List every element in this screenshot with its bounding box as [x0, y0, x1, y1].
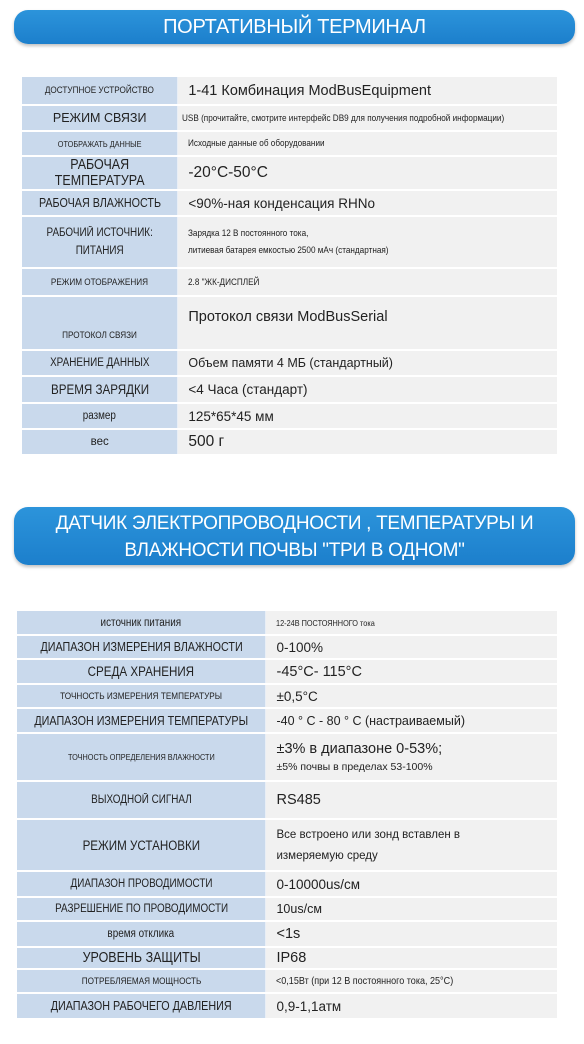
- spec-value: 1-41 Комбинация ModBusEquipment: [178, 77, 557, 104]
- table-row: [22, 430, 557, 454]
- section-title: ПОРТАТИВНЫЙ ТЕРМИНАЛ: [163, 16, 426, 38]
- spec-value: <4 Часа (стандарт): [178, 377, 557, 402]
- spec-label: источник питания: [17, 611, 266, 634]
- spec-label: ВРЕМЯ ЗАРЯДКИ: [22, 377, 178, 402]
- spec-label: РАБОЧАЯ ВЛАЖНОСТЬ: [22, 191, 178, 215]
- table-row: [22, 377, 557, 402]
- table-row: [17, 922, 557, 946]
- spec-value: Все встроено или зонд вставлен в измеряемую среду: [266, 820, 557, 870]
- spec-label: СРЕДА ХРАНЕНИЯ: [17, 660, 266, 683]
- table-row: [22, 297, 557, 349]
- spec-value: 500 г: [178, 430, 557, 454]
- table-row: [17, 709, 557, 732]
- spec-value: Протокол связи ModBusSerial: [178, 297, 557, 349]
- spec-value: 2.8 "ЖК-ДИСПЛЕЙ: [178, 269, 557, 295]
- spec-label: РАБОЧИЙ ИСТОЧНИК: ПИТАНИЯ: [22, 217, 178, 267]
- table-row: [17, 685, 557, 707]
- table-row: [17, 970, 557, 992]
- spec-value: <0,15Вт (при 12 В постоянного тока, 25°C): [266, 970, 557, 992]
- spec-label: ДОСТУПНОЕ УСТРОЙСТВО: [22, 77, 178, 104]
- spec-value: 0,9-1,1атм: [266, 994, 557, 1018]
- table-row: [17, 994, 557, 1018]
- table-row: [22, 191, 557, 215]
- spec-label: ДИАПАЗОН ИЗМЕРЕНИЯ ТЕМПЕРАТУРЫ: [17, 709, 266, 732]
- table-row: [22, 351, 557, 375]
- spec-value: Объем памяти 4 МБ (стандартный): [178, 351, 557, 375]
- table-row: [22, 404, 557, 428]
- spec-label: ХРАНЕНИЕ ДАННЫХ: [22, 351, 178, 375]
- table-row: [22, 132, 557, 155]
- table-row: [22, 217, 557, 267]
- spec-value: 12-24В ПОСТОЯННОГО тока: [266, 611, 557, 634]
- table-row: [17, 782, 557, 818]
- table-row: [17, 734, 557, 780]
- spec-label: УРОВЕНЬ ЗАЩИТЫ: [17, 948, 266, 968]
- spec-label: РАЗРЕШЕНИЕ ПО ПРОВОДИМОСТИ: [17, 898, 266, 920]
- spec-label: ДИАПАЗОН ПРОВОДИМОСТИ: [17, 872, 266, 896]
- soil-sensor-banner: [14, 507, 575, 565]
- table-row: [22, 106, 557, 130]
- table-row: [17, 872, 557, 896]
- spec-label: ДИАПАЗОН ИЗМЕРЕНИЯ ВЛАЖНОСТИ: [17, 636, 266, 658]
- spec-label: ДИАПАЗОН РАБОЧЕГО ДАВЛЕНИЯ: [17, 994, 266, 1018]
- spec-value: IP68: [266, 948, 557, 968]
- spec-value: -20°C-50°C: [178, 157, 557, 189]
- spec-value: -40 ° C - 80 ° C (настраиваемый): [266, 709, 557, 732]
- portable-terminal-banner: [14, 10, 575, 44]
- spec-value: RS485: [266, 782, 557, 818]
- spec-label: время отклика: [17, 922, 266, 946]
- spec-label: РЕЖИМ УСТАНОВКИ: [17, 820, 266, 870]
- spec-label: ТОЧНОСТЬ ОПРЕДЕЛЕНИЯ ВЛАЖНОСТИ: [17, 734, 266, 780]
- table-row: [17, 636, 557, 658]
- spec-label: ОТОБРАЖАТЬ ДАННЫЕ: [22, 132, 178, 155]
- spec-label: размер: [22, 404, 178, 428]
- spec-value: <1s: [266, 922, 557, 946]
- spec-value: -45°C- 115°C: [266, 660, 557, 683]
- spec-value: 0-10000us/см: [266, 872, 557, 896]
- table-row: [22, 157, 557, 189]
- table-row: [17, 898, 557, 920]
- spec-value: 0-100%: [266, 636, 557, 658]
- spec-label: ТОЧНОСТЬ ИЗМЕРЕНИЯ ТЕМПЕРАТУРЫ: [17, 685, 266, 707]
- table-row: [22, 269, 557, 295]
- spec-label: вес: [22, 430, 178, 454]
- spec-label: РАБОЧАЯ ТЕМПЕРАТУРА: [22, 157, 178, 189]
- spec-value: 10us/см: [266, 898, 557, 920]
- sensor-spec-table: [17, 609, 557, 1020]
- spec-label: ВЫХОДНОЙ СИГНАЛ: [17, 782, 266, 818]
- spec-value: ±3% в диапазоне 0-53%; ±5% почвы в пределах 53-100%: [266, 734, 557, 780]
- spec-value: USB (прочитайте, смотрите интерфейс DB9 для получения подробной информации): [178, 106, 557, 130]
- spec-label: ПОТРЕБЛЯЕМАЯ МОЩНОСТЬ: [17, 970, 266, 992]
- table-row: [17, 660, 557, 683]
- spec-value: <90%-ная конденсация RHNo: [178, 191, 557, 215]
- spec-value: Исходные данные об оборудовании: [178, 132, 557, 155]
- section-title-line2: ВЛАЖНОСТИ ПОЧВЫ "ТРИ В ОДНОМ": [124, 540, 465, 561]
- spec-value: Зарядка 12 В постоянного тока, литиевая батарея емкостью 2500 мАч (стандартная): [178, 217, 557, 267]
- table-row: [22, 77, 557, 104]
- table-row: [17, 611, 557, 634]
- terminal-spec-table: [22, 75, 557, 456]
- section-title-line1: ДАТЧИК ЭЛЕКТРОПРОВОДНОСТИ , ТЕМПЕРАТУРЫ И: [55, 513, 534, 534]
- spec-value: ±0,5°C: [266, 685, 557, 707]
- table-row: [17, 820, 557, 870]
- spec-label: РЕЖИМ СВЯЗИ: [22, 106, 178, 130]
- spec-value: 125*65*45 мм: [178, 404, 557, 428]
- spec-label: РЕЖИМ ОТОБРАЖЕНИЯ: [22, 269, 178, 295]
- spec-label: ПРОТОКОЛ СВЯЗИ: [22, 297, 178, 349]
- table-row: [17, 948, 557, 968]
